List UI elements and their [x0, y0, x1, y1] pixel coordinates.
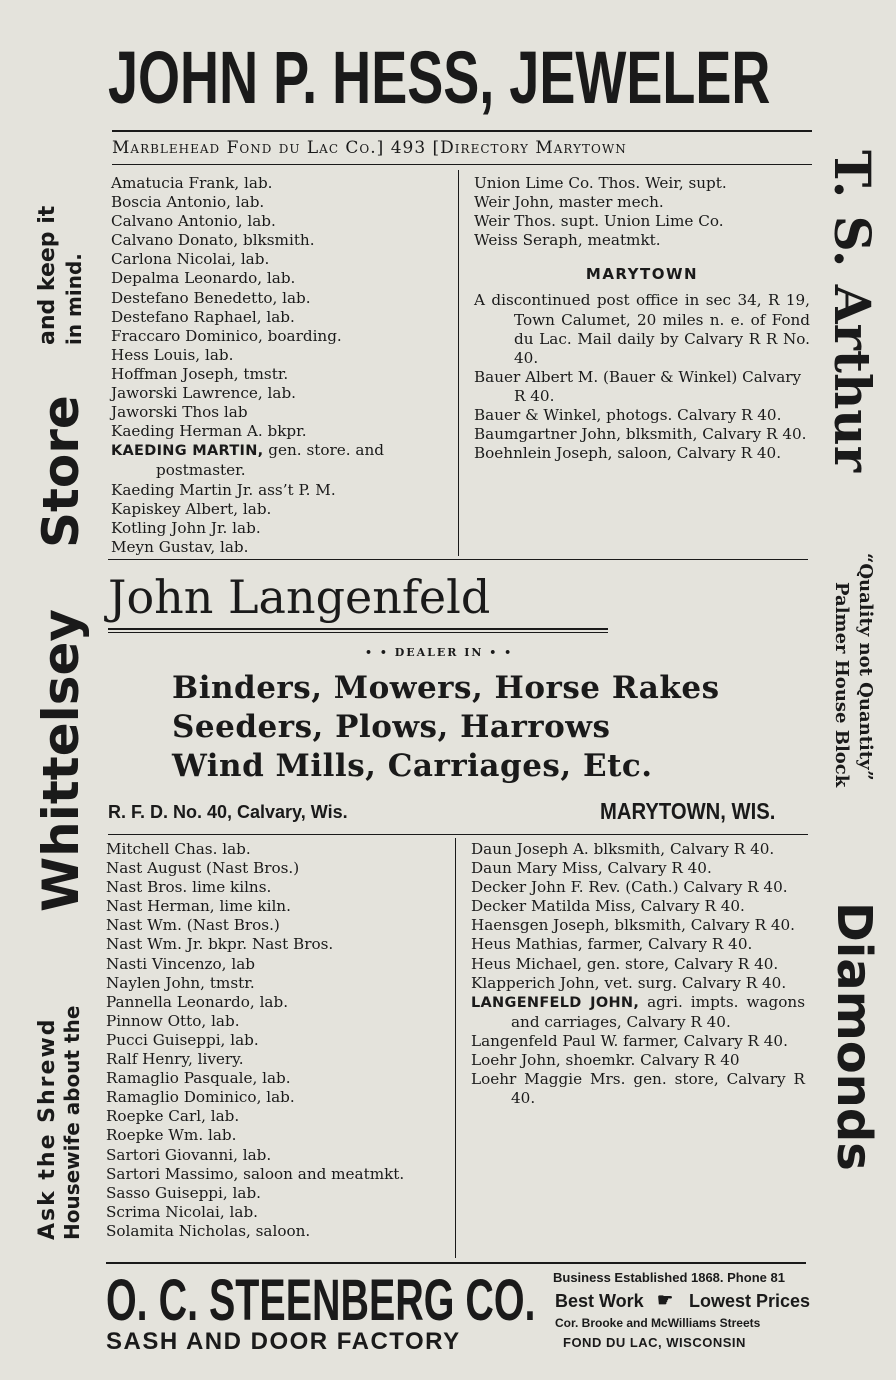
steenberg-lowest-prices: Lowest Prices: [689, 1291, 811, 1311]
marytown-wis: MARYTOWN, WIS.: [600, 798, 776, 824]
list-item: Klapperich John, vet. surg. Calvary R 40.: [471, 973, 787, 992]
left-ad-keep: and keep it: [35, 205, 60, 345]
list-item: Langenfeld Paul W. farmer, Calvary R 40.: [471, 1031, 788, 1050]
list-item: Pinnow Otto, lab.: [106, 1011, 240, 1030]
list-item: Ramaglio Pasquale, lab.: [106, 1069, 291, 1088]
list-item: Calvano Antonio, lab.: [111, 212, 276, 231]
column-divider-2: [455, 838, 456, 1258]
right-ad-name: T. S. Arthur: [823, 150, 882, 472]
section-rule-2: [108, 834, 808, 835]
list-item: Pannella Leonardo, lab.: [106, 992, 289, 1011]
list-item: Kaeding Martin Jr. ass’t P. M.: [111, 480, 336, 499]
list-item: Kapiskey Albert, lab.: [111, 499, 272, 518]
products-line-3: Wind Mills, Carriages, Etc.: [172, 748, 653, 784]
column-divider: [458, 170, 459, 556]
list-item: Kaeding Herman A. bkpr.: [111, 422, 307, 441]
products-line-1: Binders, Mowers, Horse Rakes: [172, 670, 720, 706]
list-item: Decker Matilda Miss, Calvary R 40.: [471, 897, 745, 916]
list-item: A discontinued post office in sec 34, R 19, Town Calumet, 20 miles n. e. of Fond du Lac. Mail daily by Calvary R R No. 40.: [474, 291, 815, 367]
list-item: Nast Herman, lime kiln.: [106, 897, 291, 916]
list-item: Kotling John Jr. lab.: [111, 518, 261, 537]
list-item: Weir John, master mech.: [474, 193, 664, 212]
dealer-in-label: • • DEALER IN • •: [365, 646, 514, 659]
bottom-left-column: [106, 840, 442, 1241]
steenberg-ad-sub: SASH AND DOOR FACTORY: [106, 1328, 461, 1355]
list-item: Pucci Guiseppi, lab.: [106, 1030, 259, 1049]
langenfeld-ad-name: John Langenfeld: [108, 570, 491, 624]
list-item: Carlona Nicolai, lab.: [111, 250, 270, 269]
list-item: Destefano Benedetto, lab.: [111, 288, 311, 307]
top-banner-ad: JOHN P. HESS, JEWELER: [108, 36, 771, 119]
pointing-hand-icon: ☛: [657, 1290, 674, 1311]
left-ad-line-b: Housewife about the: [60, 1005, 84, 1240]
steenberg-city: FOND DU LAC, WISCONSIN: [563, 1335, 746, 1350]
right-ad-diamonds: Diamonds: [826, 902, 882, 1171]
left-ad-mind: in mind.: [62, 253, 86, 345]
list-item: Hoffman Joseph, tmstr.: [111, 364, 289, 383]
list-item: Sartori Massimo, saloon and meatmkt.: [106, 1164, 405, 1183]
list-item: Hess Louis, lab.: [111, 345, 234, 364]
list-item: Sasso Guiseppi, lab.: [106, 1183, 261, 1202]
list-item: KAEDING MARTIN, gen. store. and postmaster.: [111, 441, 389, 480]
list-item: Roepke Carl, lab.: [106, 1107, 240, 1126]
list-item: Jaworski Lawrence, lab.: [111, 384, 297, 403]
right-side-ad: [814, 150, 884, 1250]
section-rule: [108, 559, 808, 560]
steenberg-ad-name: O. C. STEENBERG CO.: [106, 1268, 536, 1333]
list-item: Naylen John, tmstr.: [106, 973, 255, 992]
top-right-column: [474, 174, 815, 463]
list-item: Nast August (Nast Bros.): [106, 859, 300, 878]
list-item: Roepke Wm. lab.: [106, 1126, 237, 1145]
list-item: Loehr John, shoemkr. Calvary R 40: [471, 1051, 740, 1070]
list-item: Nast Wm. Jr. bkpr. Nast Bros.: [106, 935, 334, 954]
right-ad-quote: “Quality not Quantity”: [855, 553, 876, 781]
rfd-address: R. F. D. No. 40, Calvary, Wis.: [108, 802, 348, 822]
list-item: Baumgartner John, blksmith, Calvary R 40.: [474, 425, 807, 444]
products-line-2: Seeders, Plows, Harrows: [172, 709, 611, 745]
list-item: Calvano Donato, blksmith.: [111, 231, 315, 250]
steenberg-best-work: Best Work: [555, 1291, 644, 1311]
list-item: Meyn Gustav, lab.: [111, 537, 249, 556]
list-item: Destefano Raphael, lab.: [111, 307, 295, 326]
list-item: Decker John F. Rev. (Cath.) Calvary R 40.: [471, 878, 788, 897]
list-item: Nasti Vincenzo, lab: [106, 954, 255, 973]
list-item: Nast Wm. (Nast Bros.): [106, 916, 280, 935]
list-item: Bauer Albert M. (Bauer & Winkel) Calvary R 40.: [474, 367, 806, 405]
top-left-column: [111, 174, 445, 557]
ad-rule-2: [108, 632, 608, 633]
right-ad-address: Palmer House Block: [831, 582, 852, 788]
list-item: Fraccaro Dominico, boarding.: [111, 326, 342, 345]
list-item: Depalma Leonardo, lab.: [111, 269, 296, 288]
running-head: Marblehead Fond du Lac Co.] 493 [Directory Marytown: [112, 138, 627, 158]
list-item: Union Lime Co. Thos. Weir, supt.: [474, 174, 727, 192]
list-item: Boscia Antonio, lab.: [111, 193, 265, 212]
list-item: Heus Mathias, farmer, Calvary R 40.: [471, 935, 753, 954]
list-item: Loehr Maggie Mrs. gen. store, Calvary R 40.: [471, 1070, 810, 1108]
list-item: Boehnlein Joseph, saloon, Calvary R 40.: [474, 444, 782, 463]
list-item: Nast Bros. lime kilns.: [106, 878, 272, 897]
steenberg-address: Cor. Brooke and McWilliams Streets: [555, 1316, 761, 1330]
list-item: Bauer & Winkel, photogs. Calvary R 40.: [474, 406, 782, 425]
list-item: Scrima Nicolai, lab.: [106, 1202, 258, 1221]
list-item: Daun Joseph A. blksmith, Calvary R 40.: [471, 840, 775, 858]
list-item: Solamita Nicholas, saloon.: [106, 1221, 311, 1240]
left-ad-store: Store: [32, 395, 90, 548]
ad-rule: [108, 628, 608, 630]
list-item: Weir Thos. supt. Union Lime Co.: [474, 212, 724, 231]
left-ad-whittelsey: Whittelsey: [32, 608, 90, 912]
banner-rule: [112, 130, 812, 132]
list-item: Ralf Henry, livery.: [106, 1050, 244, 1069]
list-item: Daun Mary Miss, Calvary R 40.: [471, 859, 712, 878]
list-item: Ramaglio Dominico, lab.: [106, 1088, 295, 1107]
left-ad-line-a: Ask the Shrewd: [35, 1017, 60, 1240]
list-item: Amatucia Frank, lab.: [111, 174, 273, 192]
list-item: Haensgen Joseph, blksmith, Calvary R 40.: [471, 916, 795, 935]
left-side-ad: [22, 140, 92, 1240]
bottom-right-column: [471, 840, 810, 1108]
section-heading-marytown: MARYTOWN: [585, 265, 699, 284]
bottom-rule: [106, 1262, 806, 1264]
steenberg-established: Business Established 1868. Phone 81: [553, 1270, 785, 1285]
list-item: Weiss Seraph, meatmkt.: [474, 231, 661, 250]
list-item: Heus Michael, gen. store, Calvary R 40.: [471, 954, 779, 973]
list-item: Jaworski Thos lab: [111, 403, 248, 422]
list-item: Mitchell Chas. lab.: [106, 840, 251, 858]
list-item: Sartori Giovanni, lab.: [106, 1145, 272, 1164]
head-rule: [112, 164, 812, 165]
list-item: LANGENFELD JOHN, agri. impts. wagons and carriages, Calvary R 40.: [471, 992, 810, 1031]
